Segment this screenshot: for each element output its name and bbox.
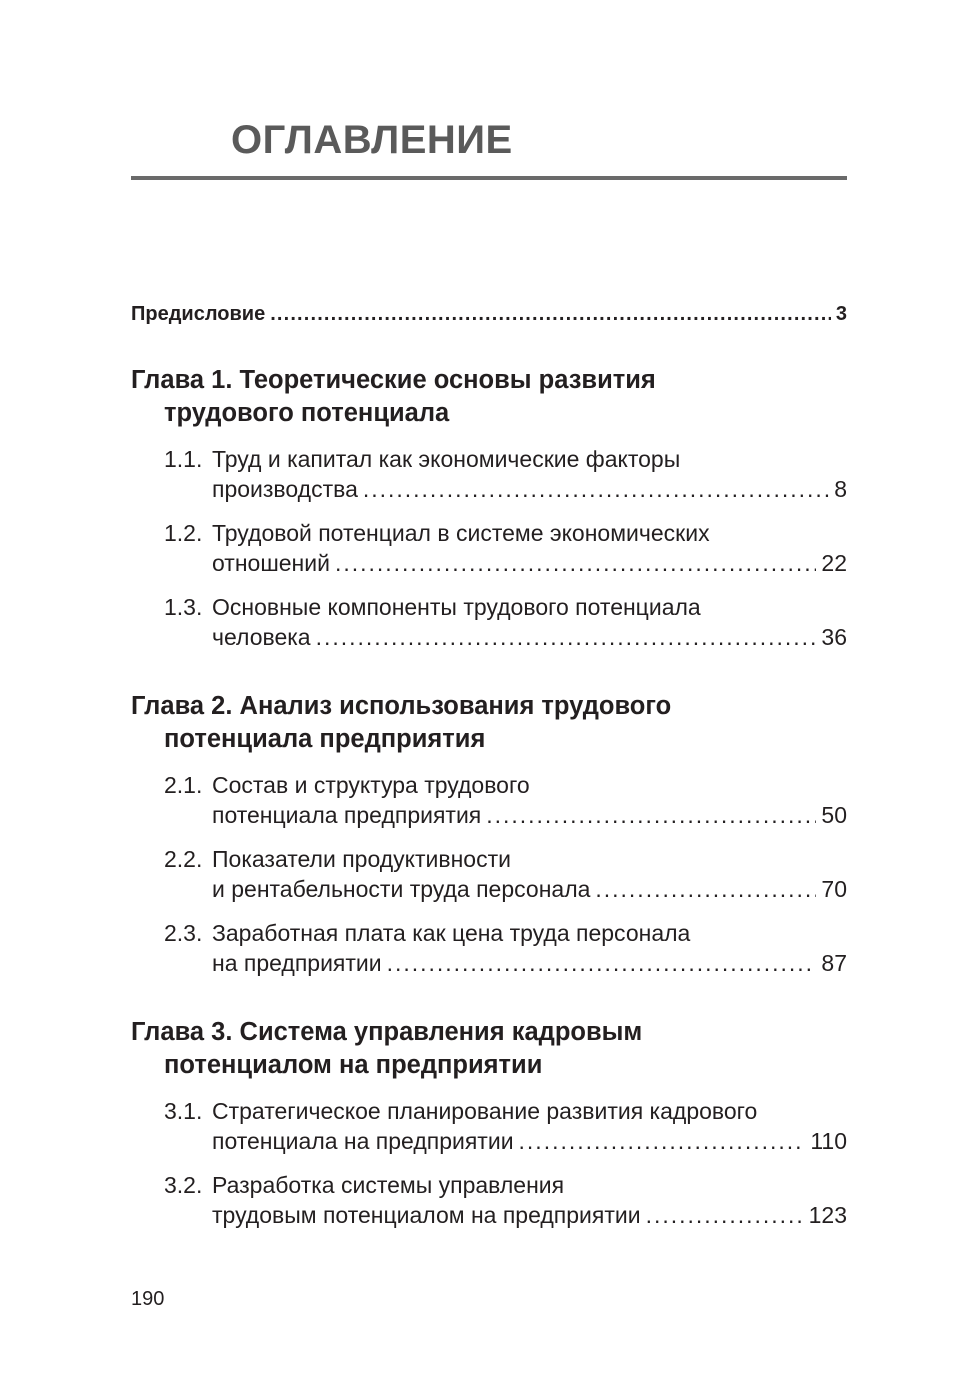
- title-underline: [131, 176, 847, 180]
- toc-page-number: 110: [810, 1128, 847, 1154]
- chapter-title[interactable]: [131, 690, 847, 756]
- toc-section-2-3[interactable]: [131, 918, 847, 978]
- toc-page-number: 8: [834, 476, 847, 502]
- dot-leader: [519, 1126, 806, 1156]
- chapter-title[interactable]: [131, 1016, 847, 1082]
- section-number: 1.1.: [164, 446, 203, 472]
- section-title-line2: потенциала на предприятии: [212, 1128, 514, 1154]
- section-title-line1: Разработка системы управления: [212, 1172, 565, 1198]
- dot-leader: [595, 874, 816, 904]
- chapter-title-line1: Глава 1. Теоретические основы развития: [131, 366, 656, 394]
- section-title-line1: Труд и капитал как экономические факторы: [212, 446, 681, 472]
- section-title-line1: Трудовой потенциал в системе экономических: [212, 520, 710, 546]
- page-number: 190: [131, 1288, 165, 1310]
- section-number: 3.2.: [164, 1172, 203, 1198]
- section-title-line2: потенциала предприятия: [212, 802, 482, 828]
- section-number: 1.2.: [164, 520, 203, 546]
- section-number: 2.1.: [164, 772, 203, 798]
- toc-entry-title: Предисловие: [131, 303, 266, 325]
- dot-leader: [486, 800, 816, 830]
- section-title-line2: человека: [212, 624, 311, 650]
- section-number: 2.2.: [164, 846, 203, 872]
- dot-leader: [335, 548, 816, 578]
- toc-section-1-3[interactable]: [131, 592, 847, 652]
- dot-leader: [387, 948, 817, 978]
- section-title-line2: отношений: [212, 550, 330, 576]
- section-title-line1: Основные компоненты трудового потенциала: [212, 594, 701, 620]
- section-title-line2: на предприятии: [212, 950, 382, 976]
- toc-page-number: 50: [821, 802, 847, 828]
- dot-leader: [270, 298, 831, 330]
- section-title-line1: Стратегическое планирование развития кадрового: [212, 1098, 758, 1124]
- toc-chapter-1: [131, 364, 847, 652]
- toc-chapter-3: [131, 1016, 847, 1230]
- page-title: ОГЛАВЛЕНИЕ: [231, 118, 513, 162]
- section-title-line2: трудовым потенциалом на предприятии: [212, 1202, 641, 1228]
- section-number: 1.3.: [164, 594, 203, 620]
- chapter-title-line2: потенциала предприятия: [164, 725, 486, 753]
- section-title-line1: Состав и структура трудового: [212, 772, 530, 798]
- toc-section-1-1[interactable]: [131, 444, 847, 504]
- toc-chapter-2: [131, 690, 847, 978]
- chapter-title[interactable]: [131, 364, 847, 430]
- section-number: 3.1.: [164, 1098, 203, 1124]
- toc-page-number: 36: [821, 624, 847, 650]
- toc-page-number: 123: [808, 1202, 847, 1228]
- dot-leader: [316, 622, 817, 652]
- chapter-title-line1: Глава 2. Анализ использования трудового: [131, 692, 672, 720]
- section-title-line2: и рентабельности труда персонала: [212, 876, 591, 902]
- dot-leader: [363, 474, 829, 504]
- toc-page-number: 87: [821, 950, 847, 976]
- section-title-line2: производства: [212, 476, 358, 502]
- section-number: 2.3.: [164, 920, 203, 946]
- toc-entry-preface[interactable]: [131, 298, 847, 330]
- toc-section-2-2[interactable]: [131, 844, 847, 904]
- dot-leader: [646, 1200, 804, 1230]
- toc-section-3-2[interactable]: [131, 1170, 847, 1230]
- toc-section-1-2[interactable]: [131, 518, 847, 578]
- toc-page-number: 22: [821, 550, 847, 576]
- section-title-line1: Показатели продуктивности: [212, 846, 511, 872]
- section-title-line1: Заработная плата как цена труда персонала: [212, 920, 691, 946]
- table-of-contents: [131, 298, 847, 1230]
- chapter-title-line1: Глава 3. Система управления кадровым: [131, 1018, 643, 1046]
- chapter-title-line2: трудового потенциала: [164, 399, 450, 427]
- chapter-title-line2: потенциалом на предприятии: [164, 1051, 543, 1079]
- toc-section-2-1[interactable]: [131, 770, 847, 830]
- toc-page-number: 70: [821, 876, 847, 902]
- toc-page-number: 3: [835, 303, 847, 325]
- toc-section-3-1[interactable]: [131, 1096, 847, 1156]
